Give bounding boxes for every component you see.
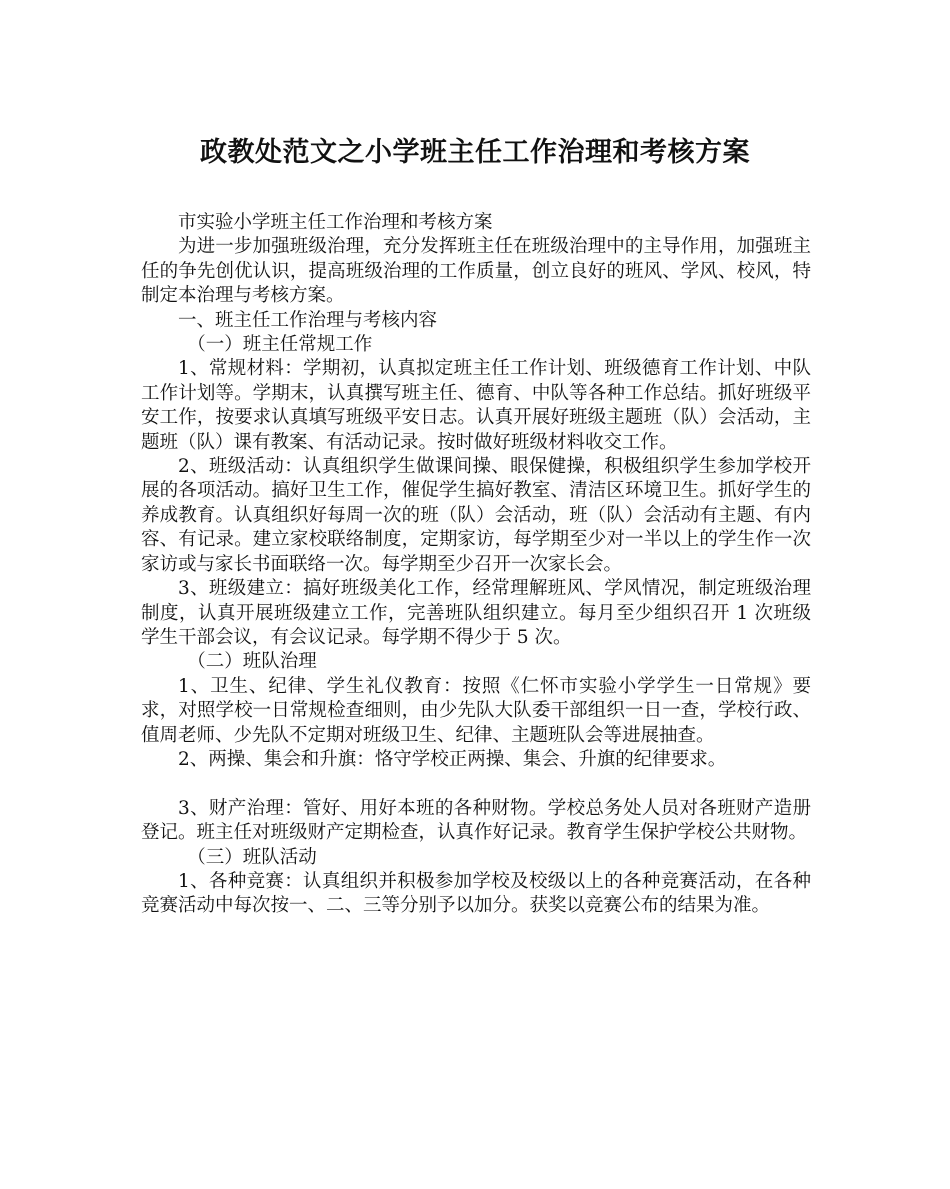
paragraph-item: 2、班级活动：认真组织学生做课间操、眼保健操，积极组织学生参加学校开展的各项活动。搞好卫生工作，催促学生搞好教室、清洁区环境卫生。抓好学生的养成教育。认真组织好每周一次的班（队）会活动，班（队）会活动有主题、有内容、有记录。建立家校联络制度，定期家访，每学期至少对一半以上的学生作一次家访或与家长书面联络一次。每学期至少召开一次家长会。 xyxy=(141,456,811,575)
subsection-heading-3: （三）班队活动 xyxy=(187,846,317,868)
paragraph-item: 3、班级建立：搞好班级美化工作，经常理解班风、学风情况，制定班级治理制度，认真开展班级建立工作，完善班队组织建立。每月至少组织召开 1 次班级学生干部会议，有会议记录。每学期不得少于 5 次。 xyxy=(141,578,811,648)
subsection-heading-2: （二）班队治理 xyxy=(187,651,317,673)
section-heading-1: 一、班主任工作治理与考核内容 xyxy=(178,309,438,331)
paragraph-item: 2、两操、集会和升旗：恪守学校正两操、集会、升旗的纪律要求。 xyxy=(178,748,727,770)
paragraph-item: 1、常规材料：学期初，认真拟定班主任工作计划、班级德育工作计划、中队工作计划等。学期末，认真撰写班主任、德育、中队等各种工作总结。抓好班级平安工作，按要求认真填写班级平安日志。认真开展好班级主题班（队）会活动，主题班（队）课有教案、有活动记录。按时做好班级材料收交工作。 xyxy=(141,358,811,453)
paragraph-item: 1、卫生、纪律、学生礼仪教育：按照《仁怀市实验小学学生一日常规》要求，对照学校一日常规检查细则，由少先队大队委干部组织一日一查，学校行政、值周老师、少先队不定期对班级卫生、纪律、主题班队会等进展抽查。 xyxy=(141,675,811,746)
document-title: 政教处范文之小学班主任工作治理和考核方案 xyxy=(200,137,750,168)
paragraph-heading: 市实验小学班主任工作治理和考核方案 xyxy=(178,212,493,233)
paragraph-intro: 为进一步加强班级治理，充分发挥班主任在班级治理中的主导作用，加强班主任的争先创优认识，提高班级治理的工作质量，创立良好的班风、学风、校风，特制定本治理与考核方案。 xyxy=(141,236,811,307)
paragraph-item: 1、各种竞赛：认真组织并积极参加学校及校级以上的各种竞赛活动，在各种竞赛活动中每次按一、二、三等分别予以加分。获奖以竞赛公布的结果为准。 xyxy=(141,870,811,917)
subsection-heading-1: （一）班主任常规工作 xyxy=(187,334,373,356)
paragraph-item: 3、财产治理：管好、用好本班的各种财物。学校总务处人员对各班财产造册登记。班主任对班级财产定期检查，认真作好记录。教育学生保护学校公共财物。 xyxy=(141,797,811,844)
document-body xyxy=(141,211,811,919)
